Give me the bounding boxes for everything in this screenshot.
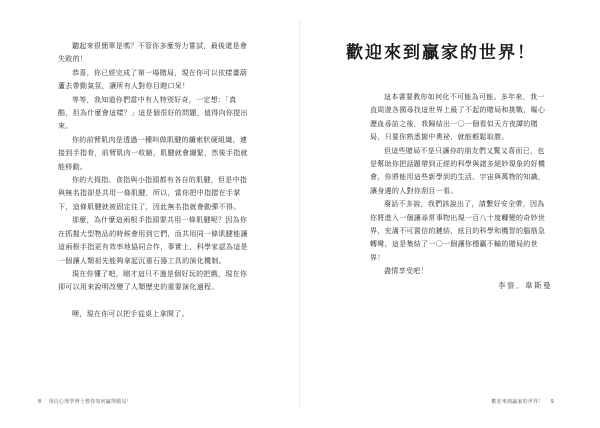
paragraph: 盡情享受吧！	[384, 267, 428, 276]
paragraph: 恭喜，你已經完成了第一場賭局，現在你可以依樣畫葫蘆去帶動氣氛，讓所有人對你目瞪口呆！	[58, 68, 248, 91]
paragraph: 聽起來很簡單是嗎？不管你多麼努力嘗試，最後還是會失敗的！	[58, 42, 248, 64]
paragraph: 你的前臂肌肉是透過一種叫做肌腱的纖索狀硬組織，連接到手指骨，前臂肌肉一收縮，肌腱就會繃緊，然後手指就能移動。	[58, 135, 248, 171]
paragraph: 那麼，為什麼這兩根手指頭要共用一條肌腱呢？因為你在抓握大型物品的時候會用到它們，而共用同一條肌腱能讓這兩根手指更有效率地協同合作，事實上，科學家認為這是一個讓人類祖先能夠拿起沉重石器工具的演化機制。	[58, 216, 248, 265]
chapter-heading: 歡迎來到贏家的世界！	[346, 43, 536, 63]
left-page-footer	[38, 398, 132, 405]
page-number: 8	[38, 399, 42, 405]
author-signature: 李察．韋斯曼	[498, 281, 552, 290]
paragraph: 廢話不多說，我們該說出了，請繫好安全帶，因為你將進入一個讓尋常事物出現一百八十度轉變的奇妙世界，充滿不可置信的鏈結，炫目的科學和機智的腦筋急轉彎，這是集結了一〇一個讓你穩贏不輸的賭局的世界！	[370, 200, 546, 262]
right-page-body	[370, 91, 550, 279]
paragraph: 你的大拇指、食指與小指頭都有各自的肌腱，但是中指與無名指卻是共用一條肌腱，所以，當你把中指摺在手掌下，這條肌腱就被固定住了，因此無名指就會動彈不得。	[58, 176, 248, 211]
left-page-body	[58, 40, 248, 322]
page-number: 9	[550, 399, 554, 405]
paragraph: 現在你懂了吧，剛才這只不過是個好玩的把戲，現在你卻可以用來說明改變了人類歷史的重要演化過程。	[58, 269, 248, 292]
paragraph: 但這些賭局不是只讓你的朋友們又驚又喜而已，也是幫助你把話題帶到正經的科學與諸多絕妙現象的好機會，你將能用這些新學到的生活、宇宙與萬物的知識，讓身邊的人對你刮目一看。	[370, 146, 546, 195]
paragraph: 等等，我知道你們當中有人特別好奇，一定想：「真酷，但為什麼會這樣？」這是個很好的問題，值得向你提出來。	[58, 95, 248, 131]
paragraph: 噢，現在你可以把手從桌上拿開了。	[72, 310, 189, 319]
paragraph: 這本書要教你如何化不可能為可能。多年來，我一直周遊各國尋找這世界上最了不起的賭局和挑戰，嘔心瀝血尋訪之後，我歸結出一〇一個看似天方夜譚的賭局，只要你熟悉箇中奧祕，就能輕鬆取勝。	[370, 93, 546, 142]
running-title: 歡迎來到贏家的世界！	[491, 399, 544, 405]
paragraph-spacer	[58, 295, 248, 308]
running-title: 用信心理學博士教你如何贏得賭局！	[48, 399, 132, 405]
right-page-footer	[491, 398, 554, 405]
